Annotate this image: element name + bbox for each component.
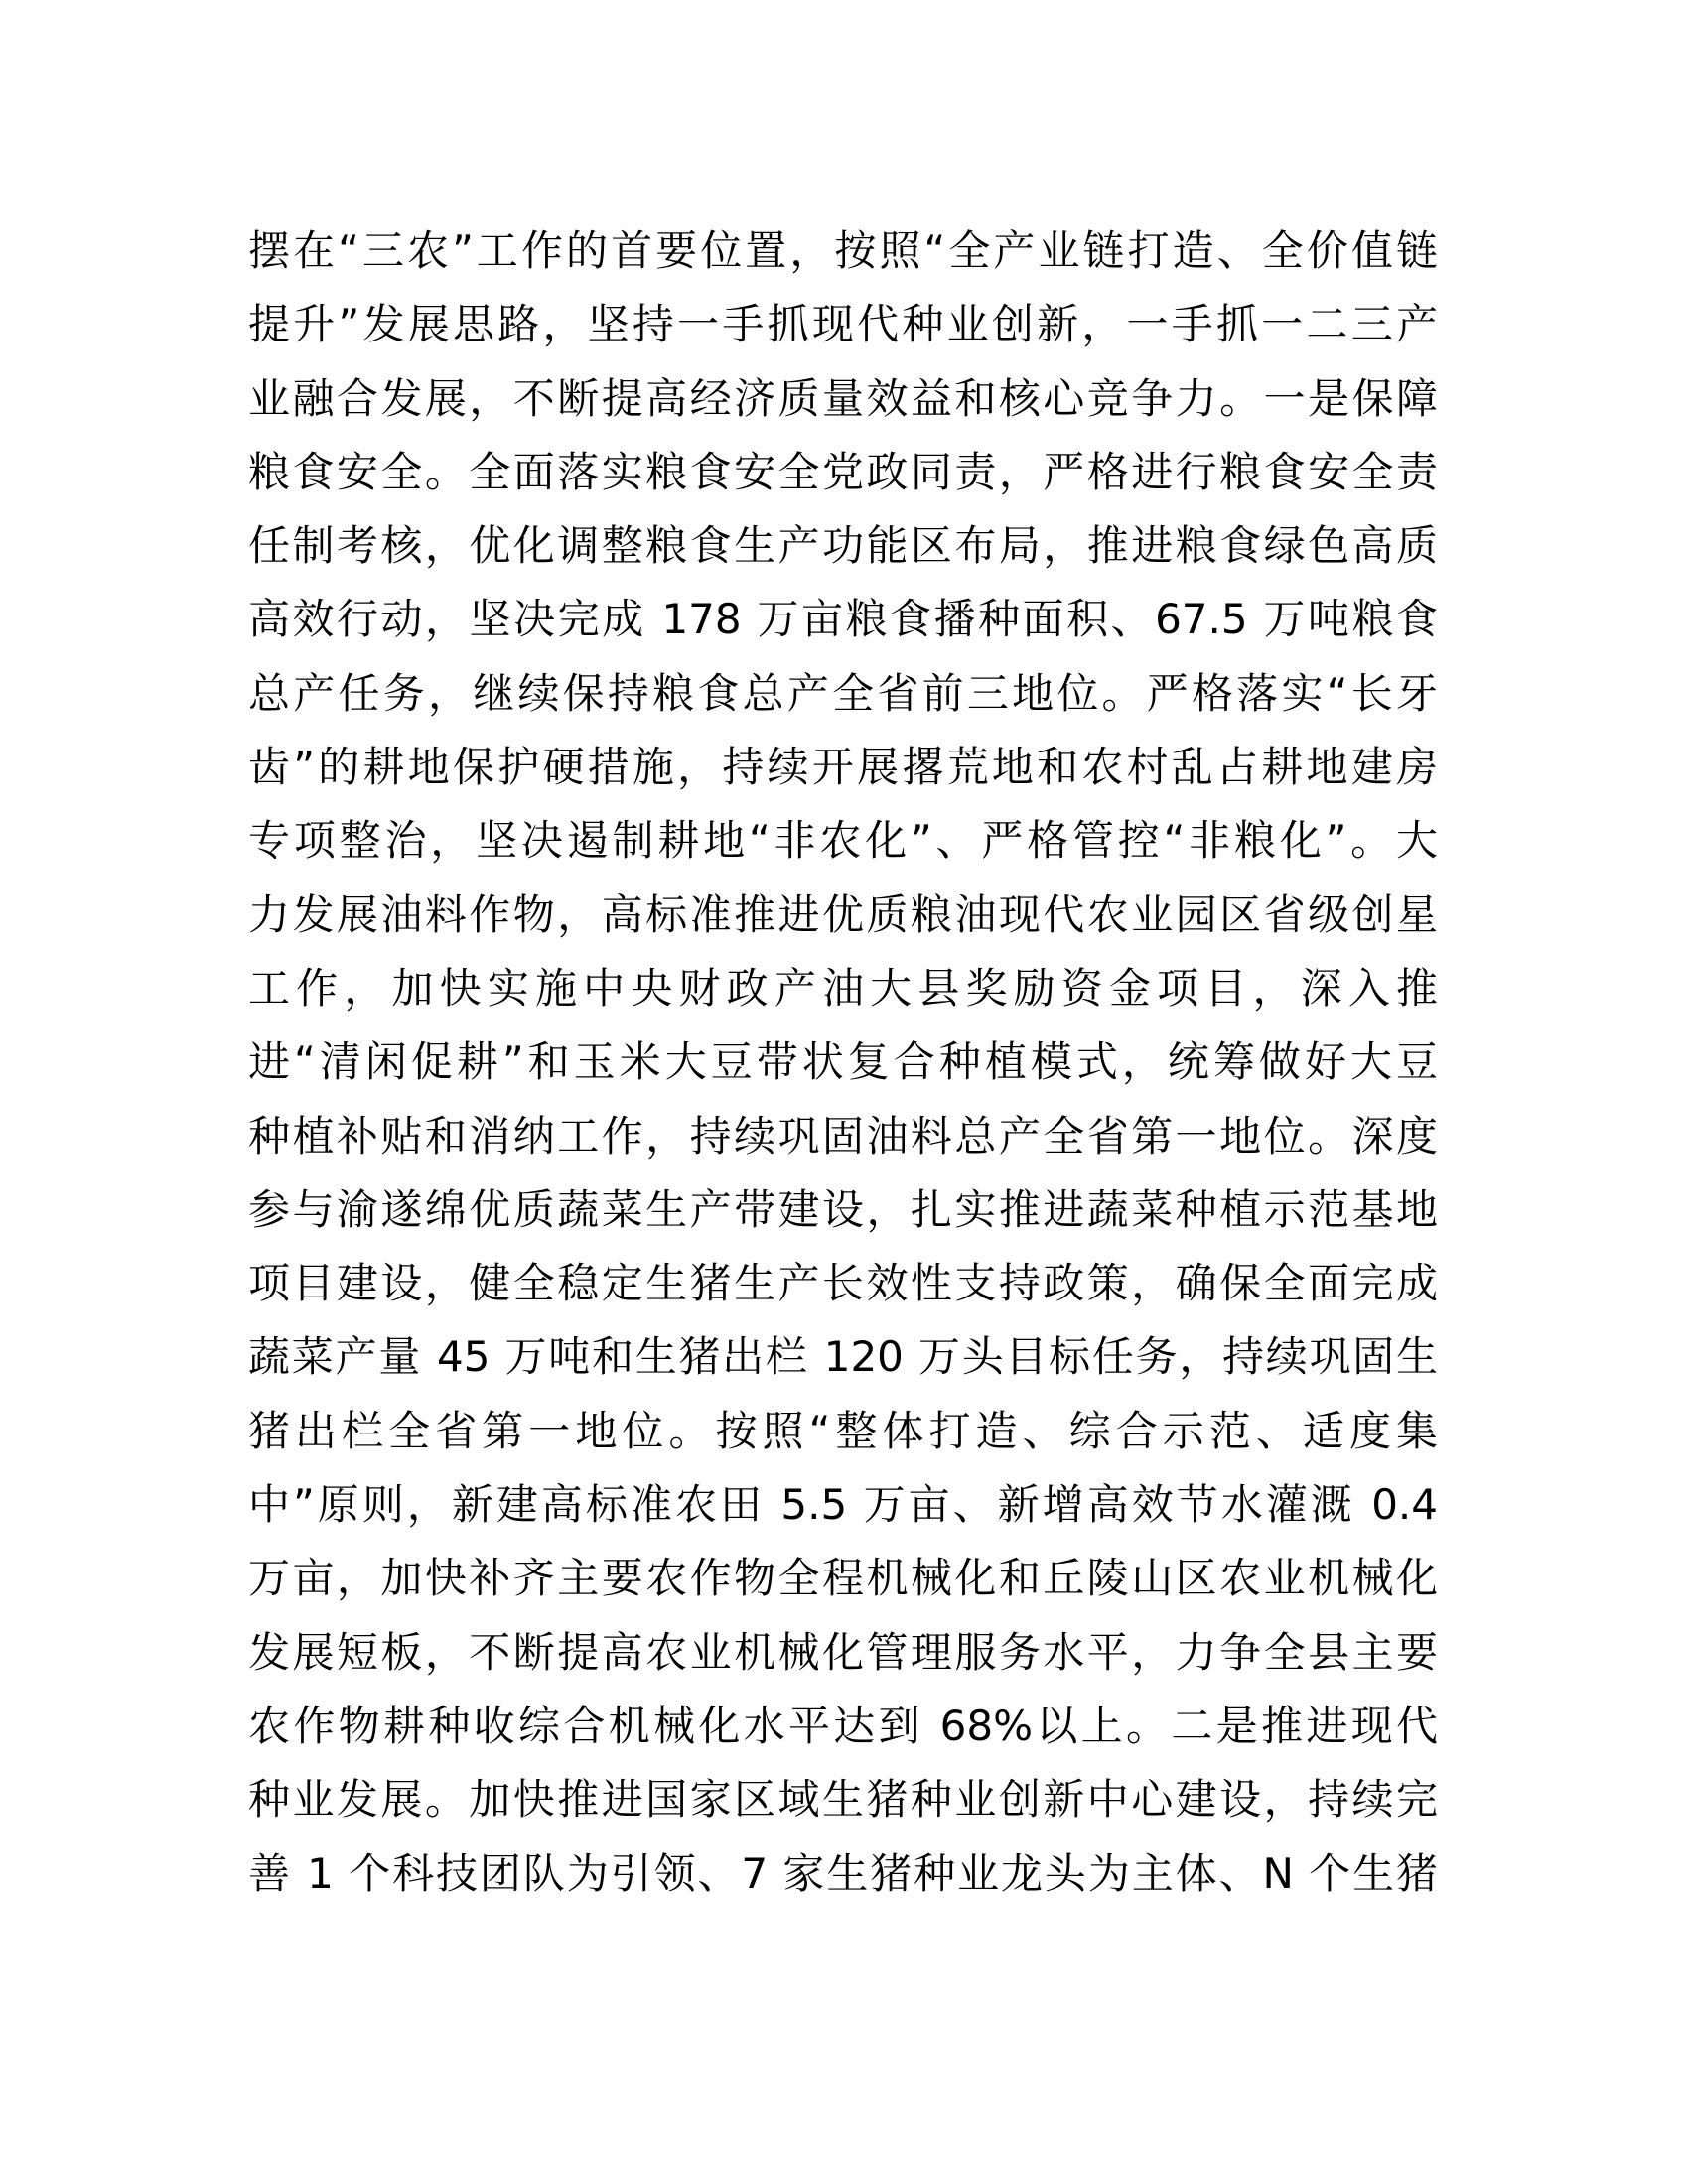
text-line: 提升”发展思路，坚持一手抓现代种业创新，一手抓一二三产 — [248, 300, 1438, 349]
text-line: 进“清闲促耕”和玉米大豆带状复合种植模式，统筹做好大豆 — [248, 1037, 1438, 1087]
text-line: 摆在“三农”工作的首要位置，按照“全产业链打造、全价值链 — [248, 226, 1438, 275]
text-line: 力发展油料作物，高标准推进优质粮油现代农业园区省级创星 — [248, 889, 1438, 939]
text-line: 发展短板，不断提高农业机械化管理服务水平，力争全县主要 — [248, 1627, 1438, 1677]
text-line: 粮食安全。全面落实粮食安全党政同责，严格进行粮食安全责 — [248, 447, 1438, 496]
text-line: 种植补贴和消纳工作，持续巩固油料总产全省第一地位。深度 — [248, 1111, 1438, 1160]
text-line: 猪出栏全省第一地位。按照“整体打造、综合示范、适度集 — [248, 1406, 1438, 1455]
text-line: 万亩，加快补齐主要农作物全程机械化和丘陵山区农业机械化 — [248, 1554, 1438, 1603]
text-line: 专项整治，坚决遏制耕地“非农化”、严格管控“非粮化”。大 — [248, 816, 1438, 866]
text-line: 齿”的耕地保护硬措施，持续开展撂荒地和农村乱占耕地建房 — [248, 743, 1438, 792]
text-line: 任制考核，优化调整粮食生产功能区布局，推进粮食绿色高质 — [248, 521, 1438, 571]
text-line: 善 1 个科技团队为引领、7 家生猪种业龙头为主体、N 个生猪 — [248, 1848, 1438, 1898]
text-line: 中”原则，新建高标准农田 5.5 万亩、新增高效节水灌溉 0.4 — [248, 1480, 1438, 1530]
text-line: 农作物耕种收综合机械化水平达到 68%以上。二是推进现代 — [248, 1701, 1438, 1750]
text-line: 蔬菜产量 45 万吨和生猪出栏 120 万头目标任务，持续巩固生 — [248, 1332, 1438, 1382]
text-line: 项目建设，健全稳定生猪生产长效性支持政策，确保全面完成 — [248, 1259, 1438, 1308]
body-paragraph — [248, 214, 1438, 1911]
text-line: 种业发展。加快推进国家区域生猪种业创新中心建设，持续完 — [248, 1775, 1438, 1825]
text-line: 工作，加快实施中央财政产油大县奖励资金项目，深入推 — [248, 963, 1438, 1013]
text-line: 参与渝遂绵优质蔬菜生产带建设，扎实推进蔬菜种植示范基地 — [248, 1184, 1438, 1234]
text-line: 业融合发展，不断提高经济质量效益和核心竞争力。一是保障 — [248, 373, 1438, 423]
text-line: 总产任务，继续保持粮食总产全省前三地位。严格落实“长牙 — [248, 668, 1438, 718]
text-line: 高效行动，坚决完成 178 万亩粮食播种面积、67.5 万吨粮食 — [248, 595, 1438, 644]
